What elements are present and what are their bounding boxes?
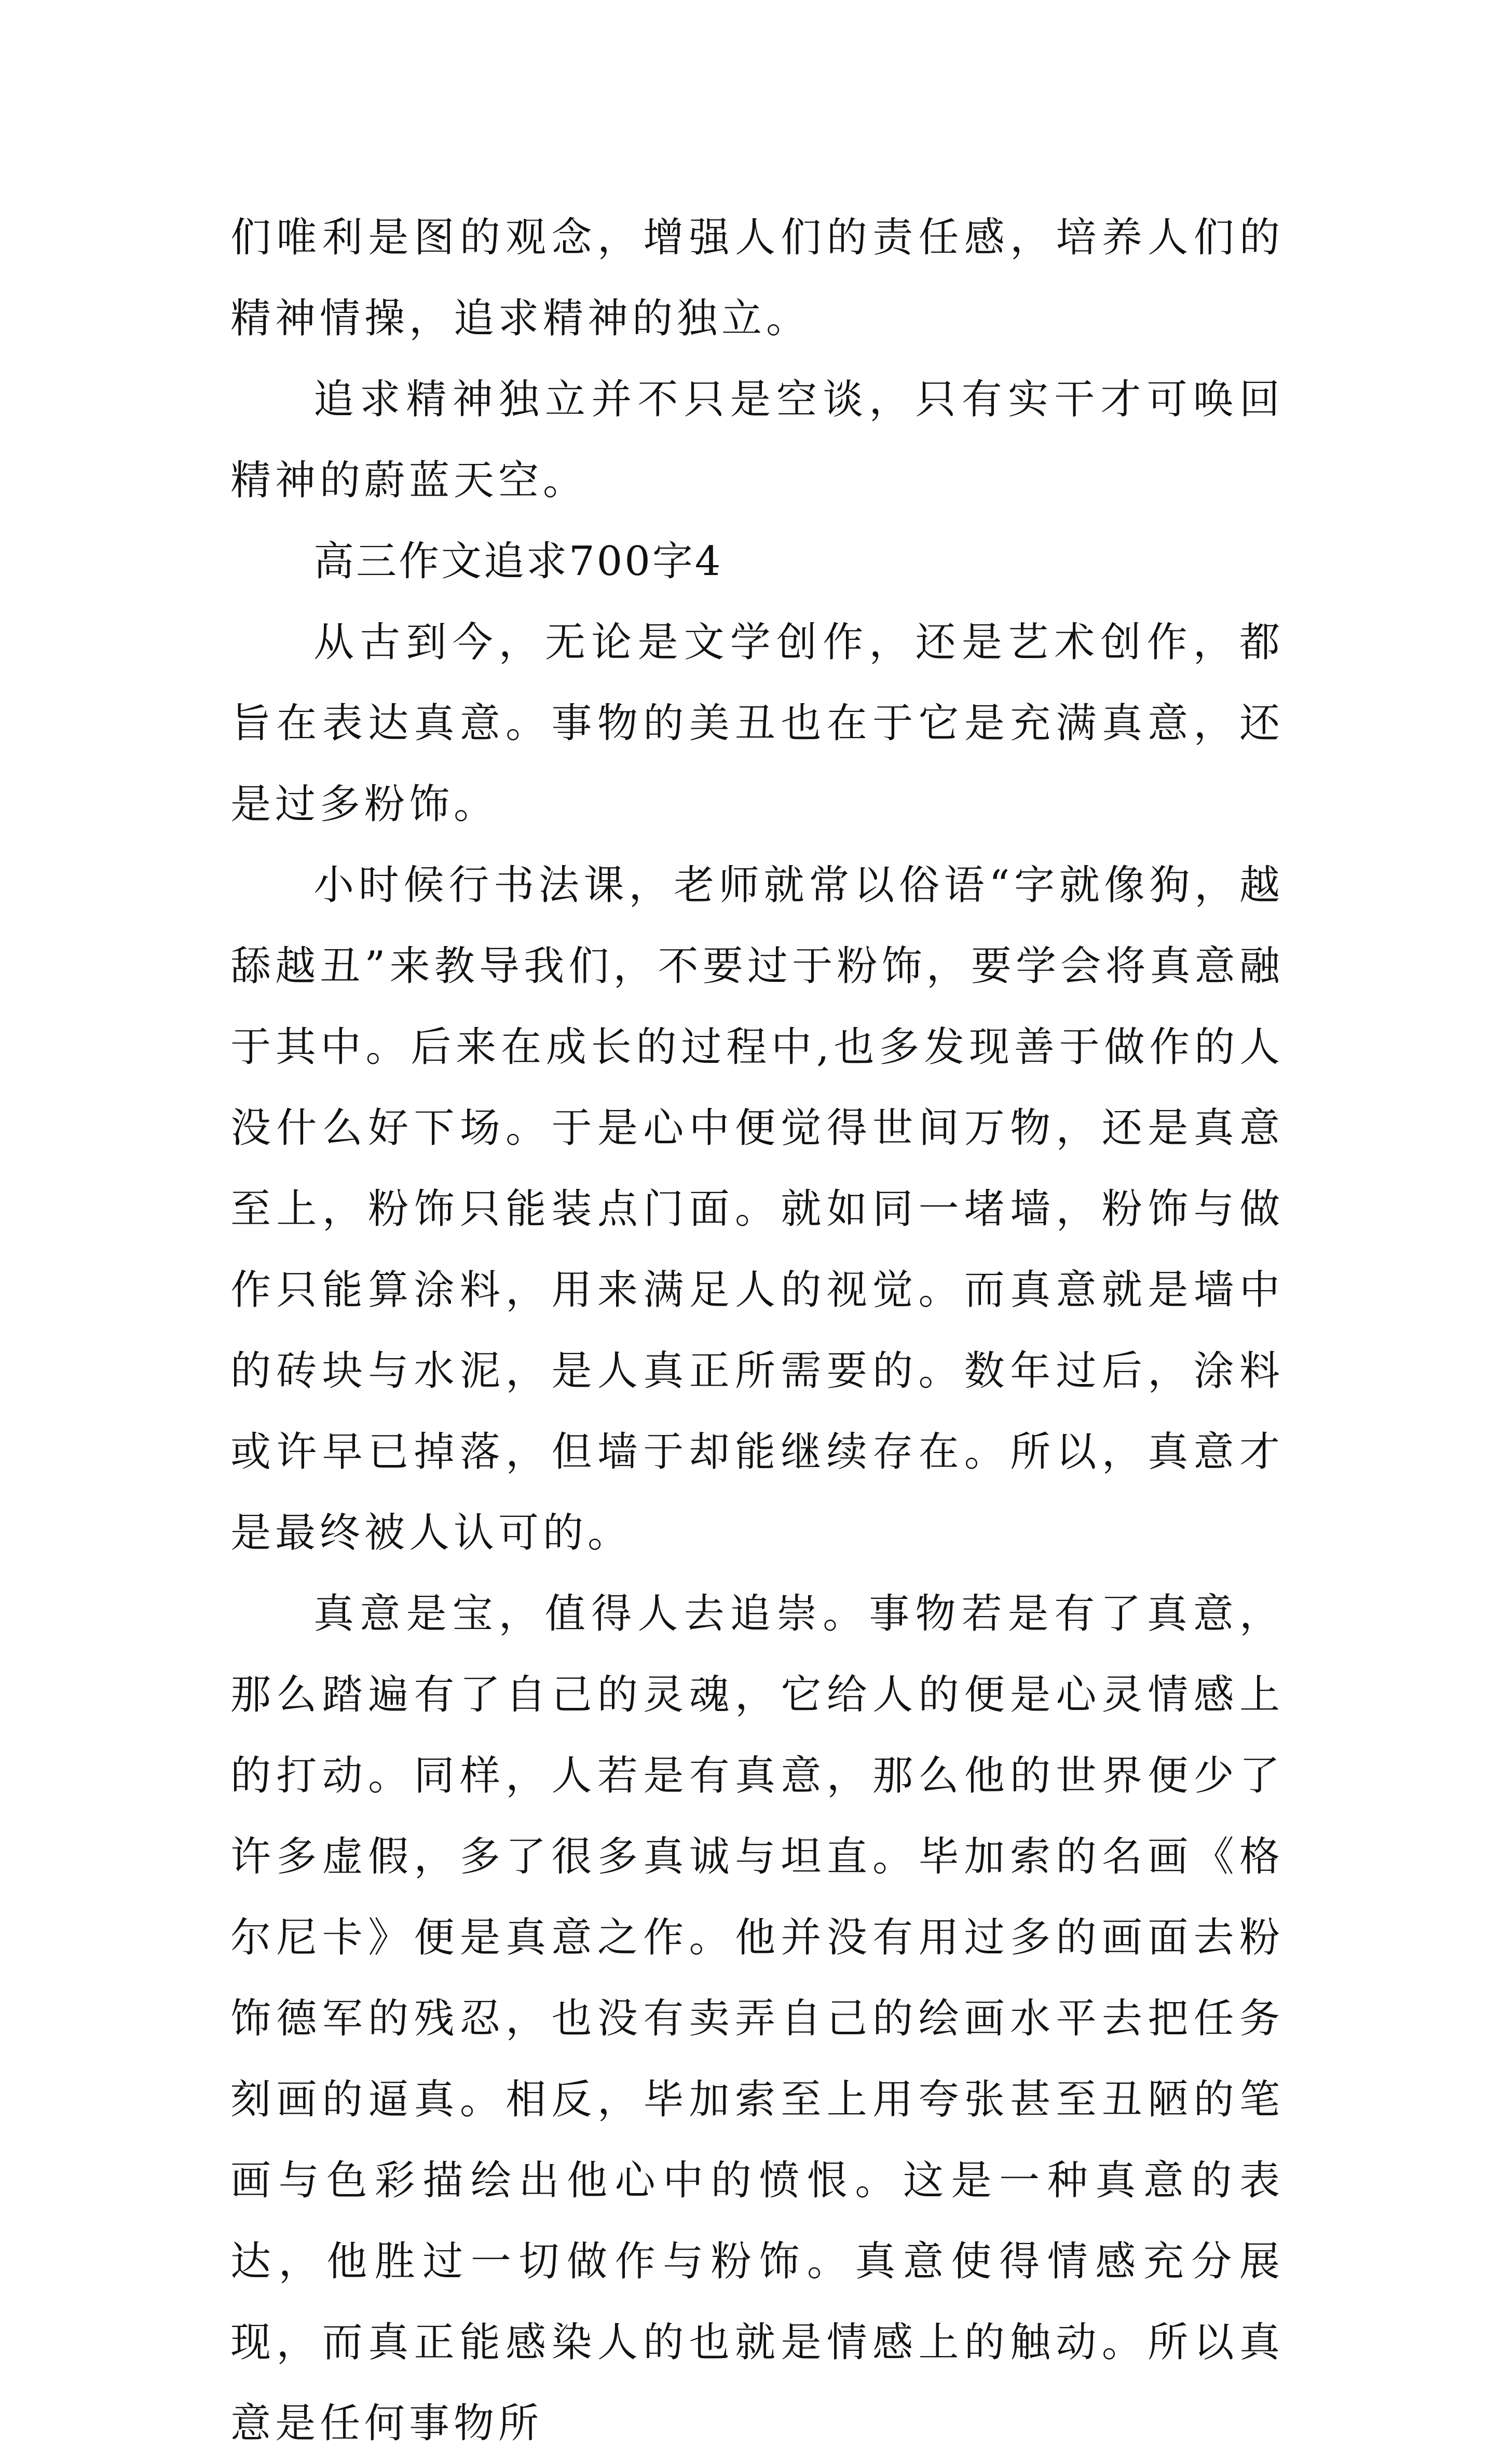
essay-title: 高三作文追求700字4 [313, 538, 723, 585]
paragraph-conclusion: 追求精神独立并不只是空谈，只有实干才可唤回精神的蔚蓝天空。 [230, 376, 1284, 504]
paragraph-guernica: 真意是宝，值得人去追崇。事物若是有了真意，那么踏遍有了自己的灵魂，它给人的便是心灵情感上的打动。同样，人若是有真意，那么他的世界便少了许多虚假，多了很多真诚与坦直。毕加索的名画《格尔尼卡》便是真意之作。他并没有用过多的画面去粉饰德军的残忍，也没有卖弄自己的绘画水平去把任务刻画的逼真。相反，毕加索至上用夸张甚至丑陋的笔画与色彩描绘出他心中的愤恨。这是一种真意的表达，他胜过一切做作与粉饰。真意使得情感充分展现，而真正能感染人的也就是情感上的触动。所以真意是任何事物所 [230, 1591, 1284, 2447]
paragraph-intro: 从古到今，无论是文学创作，还是艺术创作，都旨在表达真意。事物的美丑也在于它是充满真意，还是过多粉饰。 [230, 619, 1284, 828]
paragraph-calligraphy: 小时候行书法课，老师就常以俗语“字就像狗，越舔越丑”来教导我们，不要过于粉饰，要学会将真意融于其中。后来在成长的过程中,也多发现善于做作的人没什么好下场。于是心中便觉得世间万物，还是真意至上，粉饰只能装点门面。就如同一堵墙，粉饰与做作只能算涂料，用来满足人的视觉。而真意就是墙中的砖块与水泥，是人真正所需要的。数年过后，涂料或许早已掉落，但墙于却能继续存在。所以，真意才是最终被人认可的。 [230, 862, 1284, 1556]
paragraph-continuation: 们唯利是图的观念，增强人们的责任感，培养人们的精神情操，追求精神的独立。 [230, 214, 1284, 342]
